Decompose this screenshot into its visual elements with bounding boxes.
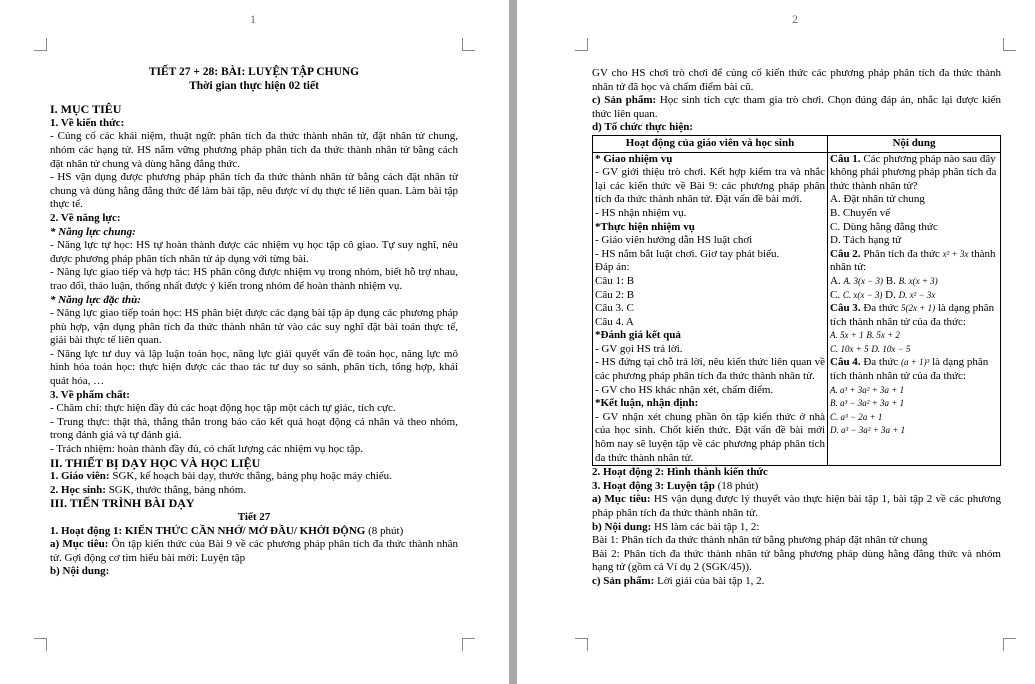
subsection-heading: * Năng lực chung:	[50, 225, 136, 238]
activity-heading: 1. Hoạt động 1: KIẾN THỨC CẦN NHỚ/ MỞ ĐẦU/ KHỞI ĐỘNG (8 phút)	[50, 524, 404, 537]
paragraph: a) Mục tiêu: HS vận dụng được lý thuyết vào thực hiện bài tập 1, bài tập 2 về các phương pháp phân tích đa thức thành nhân tử.	[592, 493, 1001, 519]
crop-mark	[1003, 38, 1016, 51]
crop-mark	[575, 38, 588, 51]
page-number: 1	[250, 12, 256, 26]
paragraph: GV cho HS chơi trò chơi để củng cố kiến thức các phương pháp phân tích đa thức thành nhân tử đã học và chấm điểm bài cũ.	[592, 67, 1001, 93]
lesson-title: TIẾT 27 + 28: BÀI: LUYỆN TẬP CHUNG	[148, 66, 360, 78]
table-cell-activities: * Giao nhiệm vụ - GV giới thiệu trò chơi. Kết hợp kiểm tra và nhắc lại các kiến thức về Bài 9: các phương pháp phân tích đa thức thành nhân tử. Đặt vấn đề bài mới. - HS nhận nhiệm vụ. *Thực hiện nhiệm vụ - Giáo viên hướng dẫn HS luật chơi - HS nắm bắt luật chơi. Giơ tay phát biểu. Đáp án: Câu 1: B Câu 2: B Câu 3. C Câu 4. A *Đánh giá kết quả - GV gọi HS trả lời. - HS đứng tại chỗ trả lời, nêu kiến thức liên quan về các phương pháp phân tích đa thức thành nhân tử. - GV cho HS khác nhận xét, chấm điểm. *Kết luận, nhận định: - GV nhận xét chung phần ôn tập kiến thức ở nhà của học sinh. Chốt kiến thức. Đặt vấn đề bài mới hôm nay sẽ luyện tập về các phương pháp phân tích đa thức thành nhân tử.	[593, 152, 828, 466]
lesson-subtitle: Thời gian thực hiện 02 tiết	[189, 79, 319, 92]
subsection-heading: * Năng lực đặc thù:	[50, 293, 141, 306]
crop-mark	[575, 638, 588, 651]
paragraph: - Trách nhiệm: hoàn thành đầy đủ, có chất lượng các nhiệm vụ học tập.	[50, 443, 363, 456]
page-2-content	[592, 67, 1001, 589]
document-page-1	[0, 0, 509, 684]
subsection-heading: 1. Về kiến thức:	[50, 116, 125, 129]
activity-heading: 2. Hoạt động 2: Hình thành kiến thức	[592, 466, 768, 479]
paragraph: Bài 1: Phân tích đa thức thành nhân tử bằng phương pháp đặt nhân tử chung	[592, 534, 928, 547]
paragraph: c) Sản phẩm: Lời giải của bài tập 1, 2.	[592, 574, 765, 587]
paragraph: - Năng lực giao tiếp toán học: HS phân biệt được các dạng bài tập áp dụng các phương pháp phù hợp, vận dụng phân tích đa thức thành nhân tử vào các suy nghĩ đặt bài toán thực tế, giải bài thực tế liên quan.	[50, 307, 458, 347]
paragraph: - Củng cố các khái niệm, thuật ngữ: phân tích đa thức thành nhân tử, đặt nhân tử chung, nhóm các hạng tử. HS nắm vững phương pháp phân tích đa thức thành nhân tử bằng cách đặt nhân tử chung và dùng hằng đẳng thức.	[50, 130, 458, 170]
paragraph: 2. Học sinh: SGK, thước thẳng, bảng nhóm.	[50, 483, 247, 496]
paragraph: - Năng lực tự học: HS tự hoàn thành được các nhiệm vụ học tập cô giao. Tự suy nghĩ, nêu được phương pháp phân tích nhân tử áp dụng với từng bài.	[50, 239, 458, 265]
crop-mark	[34, 38, 47, 51]
page-number: 2	[792, 12, 798, 26]
section-heading: III. TIẾN TRÌNH BÀI DẠY	[50, 496, 195, 511]
paragraph: - Năng lực giao tiếp và hợp tác: HS phân công được nhiệm vụ trong nhóm, biết hỗ trợ nhau, trao đổi, thảo luận, thống nhất được ý kiến trong nhóm để hoàn thành nhiệm vụ.	[50, 266, 458, 292]
paragraph: d) Tổ chức thực hiện:	[592, 121, 694, 134]
paragraph: c) Sản phẩm: Học sinh tích cực tham gia trò chơi. Chọn đúng đáp án, nhắc lại được kiến thức liên quan.	[592, 94, 1001, 120]
table-cell-content: Câu 1. Các phương pháp nào sau đây không phải phương pháp phân tích đa thức thành nhân tử? A. Đặt nhân tử chung B. Chuyển vế C. Dùng hằng đẳng thức D. Tách hạng tử Câu 2. Phân tích đa thức x² + 3x thành nhân tử: A. A. 3(x − 3) B. B. x(x + 3) C. C. x(x − 3) D. D. x² − 3x Câu 3. Đa thức 5(2x + 1) là dạng phân tích thành nhân tử của đa thức: A. 5x + 1 B. 5x + 2 C. 10x + 5 D. 10x − 5 Câu 4. Đa thức (a + 1)³ là dạng phân tích thành nhân tử của đa thức: A. a³ + 3a² + 3a + 1 B. a³ − 3a² + 3a + 1 C. a³ − 2a + 1 D. a³ − 3a² + 3a + 1	[828, 152, 1001, 466]
table-header: Hoạt động của giáo viên và học sinh	[593, 135, 828, 152]
activity-heading: 3. Hoạt động 3: Luyện tập (18 phút)	[592, 479, 759, 492]
crop-mark	[462, 38, 475, 51]
paragraph: b) Nội dung:	[50, 565, 110, 578]
paragraph: a) Mục tiêu: Ôn tập kiến thức của Bài 9 về các phương pháp phân tích đa thức thành nhân tử. Gợi động cơ tìm hiểu bài mới: Luyện tập	[50, 538, 458, 564]
paragraph: - HS vận dụng được phương pháp phân tích đa thức thành nhân tử bằng cách đặt nhân tử chung và dùng hằng đẳng thức để làm bài tập, nêu được ví dụ thực tế liên quan. Làm bài tập thực tế.	[50, 171, 458, 211]
paragraph: - Năng lực tư duy và lập luận toán học, năng lực giải quyết vấn đề toán học, năng lực mô hình hóa toán học: thực hiện được các thao tác tư duy so sánh, phân tích, tổng hợp, khái quát hóa, …	[50, 347, 458, 388]
paragraph: Bài 2: Phân tích đa thức thành nhân tử bằng phương pháp dùng hằng đẳng thức và nhóm hạng tử (gồm cả Ví dụ 2 (SGK/45)).	[592, 547, 1001, 574]
paragraph: - Trung thực: thật thà, thẳng thắn trong báo cáo kết quả hoạt động cá nhân và theo nhóm, trong đánh giá và tự đánh giá.	[50, 415, 458, 442]
paragraph: 1. Giáo viên: SGK, kế hoạch bài dạy, thước thẳng, bảng phụ hoặc máy chiếu.	[50, 470, 392, 483]
period-heading: Tiết 27	[237, 511, 271, 523]
crop-mark	[1003, 638, 1016, 651]
subsection-heading: 3. Về phẩm chất:	[50, 388, 130, 401]
paragraph: - Chăm chỉ: thực hiện đầy đủ các hoạt động học tập một cách tự giác, tích cực.	[50, 402, 396, 415]
section-heading: I. MỤC TIÊU	[50, 102, 122, 117]
activity-table	[592, 135, 1001, 466]
document-page-2	[517, 0, 1035, 684]
section-heading: II. THIẾT BỊ DẠY HỌC VÀ HỌC LIỆU	[50, 455, 261, 470]
crop-mark	[462, 638, 475, 651]
crop-mark	[34, 638, 47, 651]
page-1-content	[50, 66, 458, 579]
subsection-heading: 2. Về năng lực:	[50, 211, 121, 224]
paragraph: b) Nội dung: HS làm các bài tập 1, 2:	[592, 520, 760, 533]
table-header: Nội dung	[828, 135, 1001, 152]
